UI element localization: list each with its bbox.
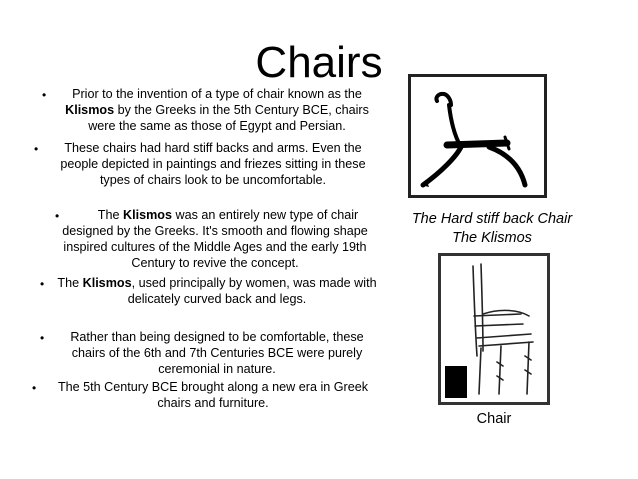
bullet-5: Rather than being designed to be comfortable, these chairs of the 6th and 7th Centuries BCE were purely ceremonial in nature.	[70, 330, 364, 376]
bullet-marker: •	[55, 209, 60, 223]
bullet-4: The Klismos, used principally by women, was made with delicately curved back and legs.	[57, 276, 377, 306]
klismos-term: Klismos	[82, 276, 132, 290]
stiff-chair-image-frame	[438, 253, 550, 405]
chair-caption: Chair	[476, 411, 512, 427]
chair-seat	[477, 334, 531, 338]
chair-footstool	[445, 366, 467, 398]
bullet-marker: •	[42, 88, 47, 102]
klismos-image-frame	[408, 74, 547, 198]
klismos-back-post	[449, 105, 461, 147]
stiff-chair-illustration	[441, 256, 547, 402]
klismos-caption-line1: The Hard stiff back Chair	[411, 211, 573, 227]
bullet-1: Prior to the invention of a type of chair known as the Klismos by the Greeks in the 5th Century BCE, chairs were the same as those of Egypt and Persian.	[65, 87, 369, 133]
chair-back-rail-top	[474, 314, 521, 316]
chair-seat-front	[479, 342, 533, 346]
chair-mid-leg	[499, 346, 501, 394]
klismos-rear-leg	[423, 147, 461, 185]
bullet-3: The Klismos was an entirely new type of chair designed by the Greeks. It's smooth and flowing shape inspired cultures of the Middle Ages and the early 19th Century to revive the concept.	[62, 208, 368, 270]
klismos-seat	[447, 143, 507, 145]
bullet-marker: •	[34, 142, 39, 156]
bullet-marker: •	[40, 277, 45, 291]
chair-leg-turnings	[497, 356, 531, 380]
klismos-term: Klismos	[123, 208, 172, 222]
bullet-marker: •	[32, 381, 37, 395]
chair-front-leg	[527, 342, 529, 394]
bullet-6: The 5th Century BCE brought along a new era in Greek chairs and furniture.	[57, 380, 369, 410]
bullet-marker: •	[40, 331, 45, 345]
bullet-2: These chairs had hard stiff backs and arms. Even the people depicted in paintings and friezes sitting in these types of chairs look to be uncomfortable.	[60, 141, 366, 187]
klismos-chair-illustration	[411, 77, 544, 195]
klismos-term: Klismos	[65, 103, 115, 117]
klismos-seat-edge	[505, 137, 509, 149]
klismos-front-leg	[489, 147, 525, 185]
klismos-caption-line2: The Klismos	[452, 230, 532, 246]
chair-rear-leg	[479, 348, 481, 394]
slide-title: Chairs	[255, 38, 383, 87]
chair-back-left-post	[473, 266, 477, 356]
